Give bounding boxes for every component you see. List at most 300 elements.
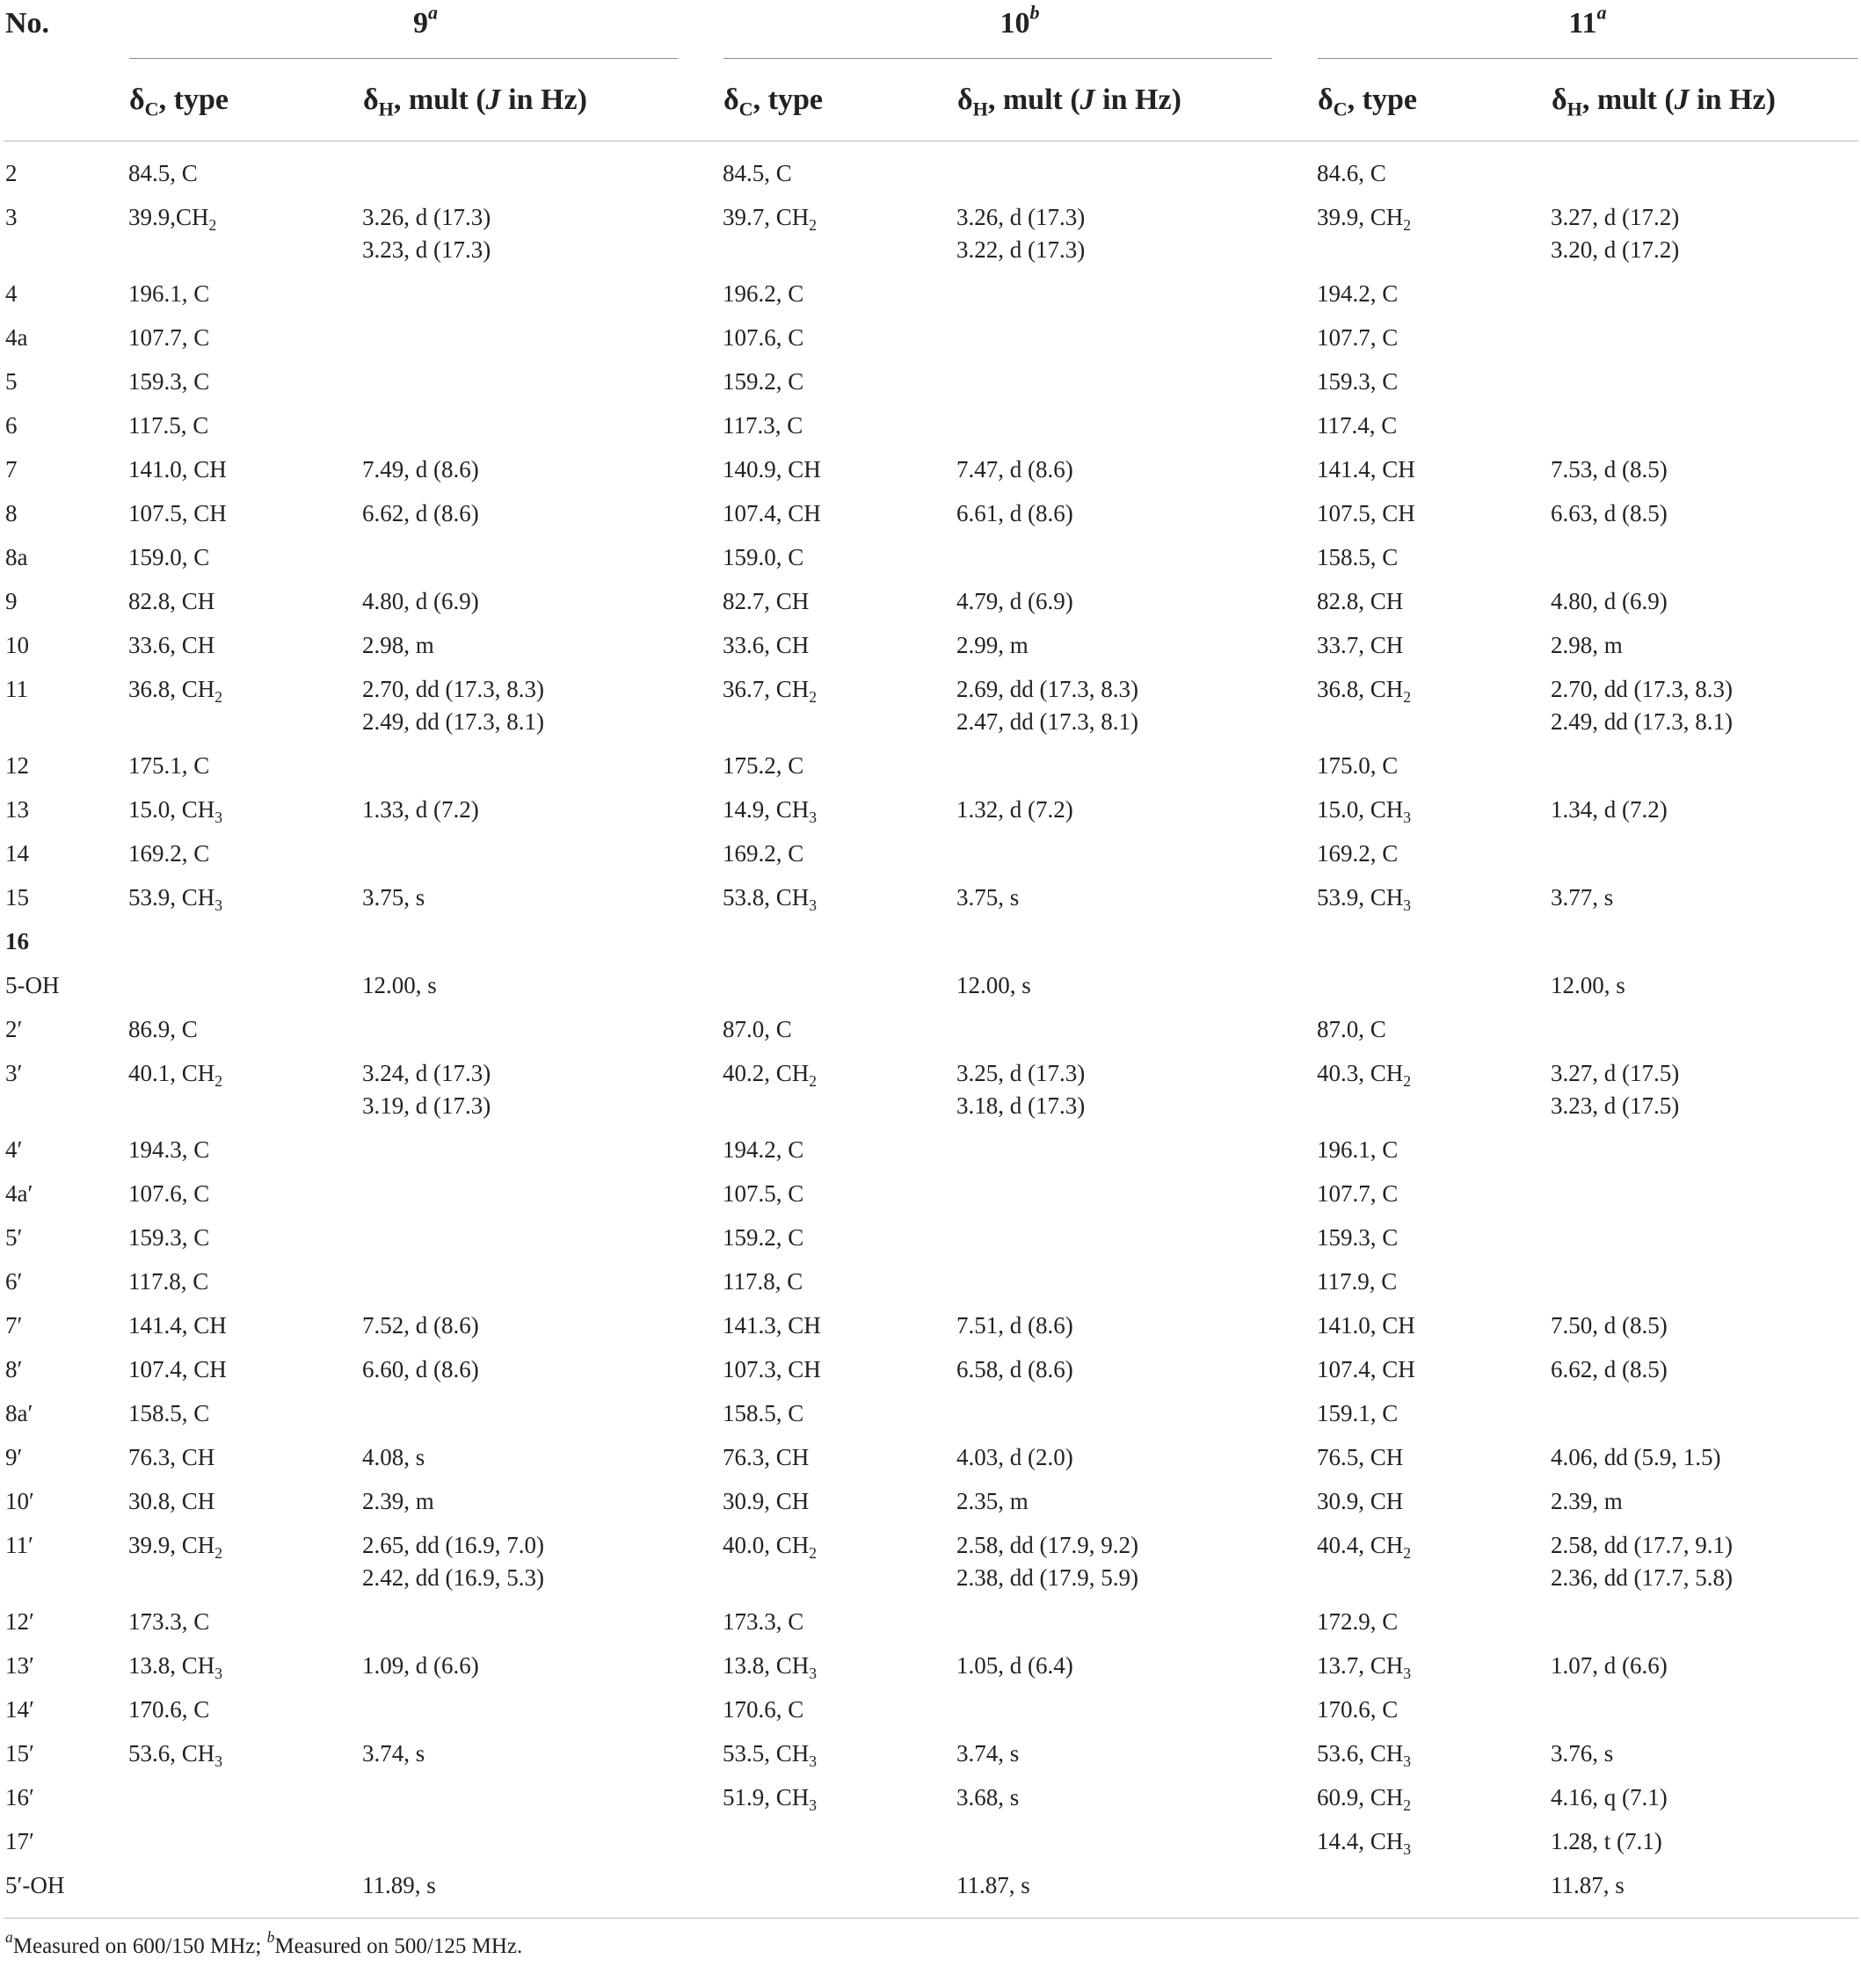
table-row — [4, 1392, 1858, 1436]
cell-carbon-shift: 107.5, CH — [1317, 500, 1415, 526]
cell-carbon-shift: 36.8, $CH_2$ — [128, 676, 223, 707]
cell-proton-shift — [956, 1008, 1317, 1052]
cell-proton-shift: 3.74, s — [956, 1740, 1020, 1767]
cell-carbon-shift: 170.6, C — [723, 1696, 804, 1723]
cell-carbon-shift: 107.3, CH — [723, 1356, 821, 1382]
cell-proton-shift: 1.34, d (7.2) — [1551, 796, 1668, 823]
cell-proton-shift: 4.79, d (6.9) — [956, 588, 1073, 614]
table-row — [4, 448, 1858, 492]
cell-carbon-shift: 53.9, $CH_3$ — [128, 884, 223, 915]
cell-carbon-shift: 53.9, $CH_3$ — [1317, 884, 1412, 915]
table-row — [4, 1436, 1858, 1480]
cell-carbon-shift — [128, 1820, 362, 1864]
cell-position-no: 7 — [5, 456, 18, 482]
cell-carbon-shift: 84.5, C — [723, 160, 792, 186]
cell-carbon-shift: 39.9, $CH_2$ — [1317, 204, 1412, 235]
cell-carbon-shift — [723, 920, 956, 964]
cell-proton-shift — [1551, 1008, 1858, 1052]
cell-proton-shift — [1551, 1216, 1858, 1260]
cell-carbon-shift: 196.1, C — [1317, 1136, 1399, 1163]
cell-carbon-shift: 173.3, C — [723, 1608, 804, 1635]
cell-carbon-shift: 117.8, C — [723, 1268, 803, 1295]
cell-carbon-shift: 107.5, C — [723, 1180, 804, 1207]
cell-carbon-shift: 194.2, C — [1317, 280, 1399, 307]
cell-position-no: 6′ — [5, 1268, 23, 1295]
cell-proton-shift — [362, 316, 723, 360]
cell-carbon-shift — [128, 964, 362, 1008]
cell-position-no: 14 — [5, 840, 29, 867]
cell-carbon-shift: 140.9, CH — [723, 456, 821, 482]
cell-proton-shift: 3.26, d (17.3) 3.22, d (17.3) — [956, 204, 1086, 263]
cell-proton-shift: 1.28, t (7.1) — [1551, 1828, 1662, 1854]
group-underline — [129, 58, 678, 59]
cell-proton-shift: 2.98, m — [362, 632, 434, 658]
cell-proton-shift — [362, 1776, 723, 1820]
cell-proton-shift — [956, 1128, 1317, 1172]
compound-label: 11$^a$ — [1568, 1, 1607, 40]
cell-carbon-shift: 82.8, CH — [128, 588, 215, 614]
cell-proton-shift — [362, 1260, 723, 1304]
header-row-subcolumns — [4, 64, 1858, 141]
cell-position-no: 5′-OH — [4, 1864, 128, 1919]
cell-position-no: 14′ — [5, 1696, 34, 1723]
cell-proton-shift: 7.53, d (8.5) — [1551, 456, 1668, 482]
cell-position-no: 3 — [5, 204, 18, 230]
cell-carbon-shift: 30.8, CH — [128, 1488, 215, 1514]
cell-carbon-shift: 76.3, CH — [128, 1444, 215, 1470]
cell-position-no: 2′ — [5, 1016, 23, 1042]
cell-position-no: 7′ — [5, 1312, 23, 1339]
cell-proton-shift: 6.63, d (8.5) — [1551, 500, 1668, 526]
cell-carbon-shift: 53.8, $CH_3$ — [723, 884, 818, 915]
cell-proton-shift: 11.87, s — [956, 1864, 1317, 1919]
table-row — [4, 580, 1858, 624]
cell-proton-shift — [956, 1392, 1317, 1436]
cell-position-no: 12′ — [5, 1608, 34, 1635]
cell-proton-shift: 6.62, d (8.6) — [362, 500, 479, 526]
cell-position-no: 8a — [5, 544, 28, 570]
cell-proton-shift: 7.50, d (8.5) — [1551, 1312, 1668, 1339]
cell-carbon-shift: 169.2, C — [723, 840, 804, 867]
table-row — [4, 1820, 1858, 1864]
cell-position-no: 3′ — [5, 1060, 23, 1086]
cell-carbon-shift: 40.0, $CH_2$ — [723, 1532, 818, 1563]
cell-proton-shift — [362, 536, 723, 580]
cell-carbon-shift: 117.9, C — [1317, 1268, 1398, 1295]
cell-carbon-shift: 159.0, C — [128, 544, 210, 570]
cell-carbon-shift: 170.6, C — [1317, 1696, 1399, 1723]
cell-position-no: 5′ — [5, 1224, 23, 1251]
cell-proton-shift: 7.52, d (8.6) — [362, 1312, 479, 1339]
cell-carbon-shift: 40.1, $CH_2$ — [128, 1060, 223, 1091]
cell-carbon-shift: 107.5, CH — [128, 500, 227, 526]
cell-proton-shift — [956, 316, 1317, 360]
table-row — [4, 1776, 1858, 1820]
cell-carbon-shift: 82.8, CH — [1317, 588, 1404, 614]
cell-proton-shift — [1551, 832, 1858, 876]
cell-carbon-shift — [1317, 964, 1551, 1008]
cell-proton-shift — [1551, 1392, 1858, 1436]
column-header-dh: $\delta_H$, mult (J in Hz) — [362, 64, 723, 141]
cell-proton-shift: 6.58, d (8.6) — [956, 1356, 1073, 1382]
cell-proton-shift — [1551, 141, 1858, 197]
cell-carbon-shift: 13.8, $CH_3$ — [128, 1652, 223, 1683]
table-row — [4, 788, 1858, 832]
cell-carbon-shift: 13.7, $CH_3$ — [1317, 1652, 1412, 1683]
cell-proton-shift — [362, 920, 723, 964]
table-row — [4, 1480, 1858, 1524]
cell-carbon-shift: 40.3, $CH_2$ — [1317, 1060, 1412, 1091]
cell-carbon-shift: 159.3, C — [128, 1224, 210, 1251]
table-row — [4, 1172, 1858, 1216]
cell-position-no: 2 — [5, 160, 18, 186]
header-row-compounds — [4, 0, 1858, 64]
cell-position-no: 8 — [5, 500, 18, 526]
cell-carbon-shift: 159.3, C — [1317, 368, 1399, 395]
cell-carbon-shift — [128, 920, 362, 964]
cell-position-no: 4 — [5, 280, 18, 307]
cell-carbon-shift: 53.5, $CH_3$ — [723, 1740, 818, 1771]
cell-carbon-shift: 117.5, C — [128, 412, 209, 439]
cell-proton-shift — [956, 360, 1317, 404]
cell-position-no: 11′ — [5, 1532, 33, 1558]
cell-proton-shift: 3.26, d (17.3) 3.23, d (17.3) — [362, 204, 491, 263]
cell-proton-shift: 2.58, dd (17.7, 9.1) 2.36, dd (17.7, 5.8) — [1551, 1532, 1733, 1591]
cell-position-no: 5 — [5, 368, 18, 395]
cell-carbon-shift: 39.7, $CH_2$ — [723, 204, 818, 235]
cell-carbon-shift: 14.4, $CH_3$ — [1317, 1828, 1412, 1859]
cell-carbon-shift — [723, 1864, 956, 1919]
cell-carbon-shift: 33.6, CH — [723, 632, 810, 658]
cell-carbon-shift: 107.7, C — [128, 324, 210, 351]
cell-carbon-shift: 107.7, C — [1317, 324, 1399, 351]
cell-proton-shift: 11.89, s — [362, 1864, 723, 1919]
cell-carbon-shift: 84.6, C — [1317, 160, 1386, 186]
cell-carbon-shift — [1317, 1864, 1551, 1919]
cell-carbon-shift: 107.6, C — [723, 324, 804, 351]
cell-proton-shift: 12.00, s — [362, 972, 437, 998]
column-group-compound-10 — [723, 0, 1317, 64]
table-row — [4, 1732, 1858, 1776]
cell-proton-shift: 3.76, s — [1551, 1740, 1614, 1767]
cell-carbon-shift: 36.8, $CH_2$ — [1317, 676, 1412, 707]
table-row — [4, 360, 1858, 404]
cell-proton-shift: 7.49, d (8.6) — [362, 456, 479, 482]
table-row — [4, 832, 1858, 876]
cell-carbon-shift: 196.2, C — [723, 280, 804, 307]
cell-carbon-shift: 194.3, C — [128, 1136, 210, 1163]
cell-carbon-shift: 84.5, C — [128, 160, 198, 186]
cell-proton-shift: 6.61, d (8.6) — [956, 500, 1073, 526]
cell-position-no: 10′ — [5, 1488, 34, 1514]
cell-proton-shift — [1551, 316, 1858, 360]
cell-proton-shift — [362, 141, 723, 197]
cell-proton-shift — [956, 272, 1317, 316]
cell-proton-shift — [362, 1128, 723, 1172]
table-row — [4, 492, 1858, 536]
table-row — [4, 744, 1858, 788]
cell-proton-shift — [956, 1820, 1317, 1864]
cell-proton-shift: 1.05, d (6.4) — [956, 1652, 1073, 1679]
cell-carbon-shift: 173.3, C — [128, 1608, 210, 1635]
cell-carbon-shift: 13.8, $CH_3$ — [723, 1652, 818, 1683]
cell-carbon-shift: 107.6, C — [128, 1180, 210, 1207]
table-row — [4, 1600, 1858, 1644]
cell-carbon-shift: 169.2, C — [128, 840, 210, 867]
cell-carbon-shift: $39.9,CH_2$ — [128, 204, 217, 235]
cell-proton-shift — [956, 536, 1317, 580]
table-row — [4, 668, 1858, 744]
cell-carbon-shift: 60.9, $CH_2$ — [1317, 1784, 1412, 1815]
table-row — [4, 624, 1858, 668]
cell-carbon-shift: 15.0, $CH_3$ — [1317, 796, 1412, 827]
cell-proton-shift: 2.58, dd (17.9, 9.2) 2.38, dd (17.9, 5.9) — [956, 1532, 1138, 1591]
cell-carbon-shift: 53.6, $CH_3$ — [128, 1740, 223, 1771]
cell-position-no: 16′ — [5, 1784, 34, 1810]
cell-proton-shift — [1551, 536, 1858, 580]
cell-proton-shift: 2.65, dd (16.9, 7.0) 2.42, dd (16.9, 5.3) — [362, 1532, 544, 1591]
cell-carbon-shift: 159.3, C — [128, 368, 210, 395]
cell-proton-shift — [362, 1008, 723, 1052]
cell-proton-shift — [956, 832, 1317, 876]
group-underline — [723, 58, 1272, 59]
compound-label: 9$^a$ — [412, 1, 439, 40]
table-row — [4, 272, 1858, 316]
cell-proton-shift: 3.25, d (17.3) 3.18, d (17.3) — [956, 1060, 1086, 1119]
table-row — [4, 404, 1858, 448]
cell-proton-shift — [362, 360, 723, 404]
cell-position-no: 4a — [5, 324, 28, 351]
cell-position-no: 4′ — [5, 1136, 23, 1163]
cell-carbon-shift: 141.3, CH — [723, 1312, 821, 1339]
cell-carbon-shift: 159.2, C — [723, 1224, 804, 1251]
cell-proton-shift: 2.70, dd (17.3, 8.3) 2.49, dd (17.3, 8.1) — [1551, 676, 1733, 735]
cell-position-no: 11 — [5, 676, 28, 702]
cell-carbon-shift — [128, 1864, 362, 1919]
cell-carbon-shift: 40.2, $CH_2$ — [723, 1060, 818, 1091]
cell-proton-shift: 2.39, m — [362, 1488, 434, 1514]
cell-proton-shift — [362, 1392, 723, 1436]
table-row — [4, 920, 1858, 964]
cell-proton-shift — [362, 1820, 723, 1864]
cell-proton-shift: 3.68, s — [956, 1784, 1020, 1810]
cell-proton-shift: 1.09, d (6.6) — [362, 1652, 479, 1679]
cell-carbon-shift: 159.0, C — [723, 544, 804, 570]
cell-carbon-shift — [1317, 920, 1551, 964]
table-row — [4, 1304, 1858, 1348]
cell-proton-shift — [1551, 1600, 1858, 1644]
cell-carbon-shift: 86.9, C — [128, 1016, 198, 1042]
cell-carbon-shift: 196.1, C — [128, 280, 210, 307]
cell-carbon-shift: 76.3, CH — [723, 1444, 810, 1470]
cell-position-no: 13′ — [5, 1652, 34, 1679]
cell-position-no: 4a′ — [5, 1180, 33, 1207]
cell-proton-shift: 3.77, s — [1551, 884, 1614, 911]
cell-proton-shift — [956, 404, 1317, 448]
table-body — [4, 141, 1858, 1919]
cell-proton-shift: 3.75, s — [362, 884, 425, 911]
cell-position-no: 16 — [5, 928, 29, 954]
column-header-dh: $\delta_H$, mult (J in Hz) — [956, 64, 1317, 141]
cell-proton-shift — [1551, 1688, 1858, 1732]
cell-proton-shift — [956, 141, 1317, 197]
cell-proton-shift — [956, 1260, 1317, 1304]
cell-carbon-shift: 76.5, CH — [1317, 1444, 1404, 1470]
cell-carbon-shift: 158.5, C — [723, 1400, 804, 1426]
cell-proton-shift — [956, 1600, 1317, 1644]
cell-carbon-shift: 117.3, C — [723, 412, 803, 439]
table-row — [4, 1688, 1858, 1732]
cell-proton-shift: 1.07, d (6.6) — [1551, 1652, 1668, 1679]
table-row — [4, 1260, 1858, 1304]
cell-carbon-shift: 33.7, CH — [1317, 632, 1404, 658]
table-row — [4, 1644, 1858, 1688]
cell-position-no: 13 — [5, 796, 29, 823]
cell-proton-shift — [362, 1600, 723, 1644]
cell-proton-shift: 4.80, d (6.9) — [1551, 588, 1668, 614]
cell-carbon-shift: 107.4, CH — [723, 500, 821, 526]
cell-carbon-shift: 40.4, $CH_2$ — [1317, 1532, 1412, 1563]
cell-carbon-shift: 82.7, CH — [723, 588, 810, 614]
column-header-dc: $\delta_C$, type — [128, 64, 362, 141]
cell-position-no: 8a′ — [5, 1400, 33, 1426]
cell-position-no: 15′ — [5, 1740, 34, 1767]
cell-position-no: 8′ — [5, 1356, 23, 1382]
cell-carbon-shift: 172.9, C — [1317, 1608, 1399, 1635]
cell-proton-shift: 2.98, m — [1551, 632, 1623, 658]
cell-carbon-shift — [723, 1820, 956, 1864]
cell-position-no: 6 — [5, 412, 18, 439]
cell-carbon-shift — [128, 1776, 362, 1820]
cell-proton-shift: 3.75, s — [956, 884, 1020, 911]
cell-proton-shift — [956, 920, 1317, 964]
cell-carbon-shift: 159.1, C — [1317, 1400, 1399, 1426]
cell-position-no: 15 — [5, 884, 29, 911]
cell-proton-shift — [1551, 920, 1858, 964]
cell-carbon-shift: 53.6, $CH_3$ — [1317, 1740, 1412, 1771]
cell-proton-shift — [1551, 1172, 1858, 1216]
cell-proton-shift: 7.51, d (8.6) — [956, 1312, 1073, 1339]
compound-label: 10$^b$ — [1000, 1, 1040, 40]
cell-proton-shift — [1551, 1260, 1858, 1304]
cell-proton-shift: 4.08, s — [362, 1444, 425, 1470]
cell-carbon-shift: 36.7, $CH_2$ — [723, 676, 818, 707]
table-row — [4, 964, 1858, 1008]
cell-proton-shift — [1551, 360, 1858, 404]
cell-carbon-shift: 159.2, C — [723, 368, 804, 395]
cell-proton-shift: 2.70, dd (17.3, 8.3) 2.49, dd (17.3, 8.1) — [362, 676, 544, 735]
column-header-blank — [4, 64, 128, 141]
cell-proton-shift: 2.99, m — [956, 632, 1029, 658]
table-footnote: $^a$Measured on 600/150 MHz; $^b$Measured on 500/125 MHz. — [5, 1927, 523, 1958]
table-row — [4, 316, 1858, 360]
cell-carbon-shift: 33.6, CH — [128, 632, 215, 658]
cell-proton-shift — [956, 744, 1317, 788]
cell-carbon-shift: 175.1, C — [128, 752, 210, 779]
table-row — [4, 141, 1858, 197]
cell-proton-shift — [1551, 1128, 1858, 1172]
table-row — [4, 536, 1858, 580]
cell-carbon-shift: 159.3, C — [1317, 1224, 1399, 1251]
table-row — [4, 1524, 1858, 1600]
cell-proton-shift: 1.33, d (7.2) — [362, 796, 479, 823]
cell-proton-shift: 12.00, s — [956, 972, 1031, 998]
cell-carbon-shift: 194.2, C — [723, 1136, 804, 1163]
cell-carbon-shift: 39.9, $CH_2$ — [128, 1532, 223, 1563]
column-group-compound-11 — [1317, 0, 1858, 64]
cell-proton-shift: 3.27, d (17.2) 3.20, d (17.2) — [1551, 204, 1680, 263]
column-header-dh: $\delta_H$, mult (J in Hz) — [1551, 64, 1858, 141]
column-header-dc: $\delta_C$, type — [723, 64, 956, 141]
cell-proton-shift — [1551, 404, 1858, 448]
table-row — [4, 1864, 1858, 1919]
cell-proton-shift: 3.24, d (17.3) 3.19, d (17.3) — [362, 1060, 491, 1119]
cell-carbon-shift: 87.0, C — [723, 1016, 792, 1042]
cell-carbon-shift: 107.4, CH — [1317, 1356, 1415, 1382]
cell-carbon-shift: 141.4, CH — [1317, 456, 1415, 482]
cell-position-no: 5-OH — [5, 972, 60, 998]
cell-position-no: 17′ — [5, 1828, 34, 1854]
cell-proton-shift: 1.32, d (7.2) — [956, 796, 1073, 823]
cell-carbon-shift: 175.2, C — [723, 752, 804, 779]
cell-proton-shift: 12.00, s — [1551, 972, 1625, 998]
cell-proton-shift — [362, 404, 723, 448]
cell-carbon-shift: 30.9, CH — [1317, 1488, 1404, 1514]
cell-position-no: 9′ — [5, 1444, 23, 1470]
cell-carbon-shift — [723, 964, 956, 1008]
cell-proton-shift: 6.60, d (8.6) — [362, 1356, 479, 1382]
cell-carbon-shift: 117.4, C — [1317, 412, 1398, 439]
cell-carbon-shift: 14.9, $CH_3$ — [723, 796, 818, 827]
table-row — [4, 1008, 1858, 1052]
cell-proton-shift — [362, 272, 723, 316]
cell-position-no: 12 — [5, 752, 29, 779]
cell-carbon-shift: 175.0, C — [1317, 752, 1399, 779]
table-row — [4, 1128, 1858, 1172]
cell-proton-shift — [362, 1172, 723, 1216]
cell-carbon-shift: 141.0, CH — [1317, 1312, 1415, 1339]
table-row — [4, 1216, 1858, 1260]
cell-carbon-shift: 158.5, C — [1317, 544, 1399, 570]
cell-proton-shift — [362, 1688, 723, 1732]
table-row — [4, 1052, 1858, 1128]
cell-proton-shift: 3.27, d (17.5) 3.23, d (17.5) — [1551, 1060, 1680, 1119]
cell-carbon-shift: 51.9, $CH_3$ — [723, 1784, 818, 1815]
cell-carbon-shift: 15.0, $CH_3$ — [128, 796, 223, 827]
cell-proton-shift — [362, 832, 723, 876]
cell-proton-shift — [362, 744, 723, 788]
table-row — [4, 1348, 1858, 1392]
cell-carbon-shift: 117.8, C — [128, 1268, 209, 1295]
cell-proton-shift: 4.16, q (7.1) — [1551, 1784, 1668, 1810]
cell-proton-shift: 2.39, m — [1551, 1488, 1623, 1514]
cell-position-no: 9 — [5, 588, 18, 614]
group-underline — [1318, 58, 1857, 59]
cell-carbon-shift: 169.2, C — [1317, 840, 1399, 867]
cell-carbon-shift: 170.6, C — [128, 1696, 210, 1723]
cell-proton-shift — [956, 1172, 1317, 1216]
cell-proton-shift: 2.69, dd (17.3, 8.3) 2.47, dd (17.3, 8.1) — [956, 676, 1138, 735]
cell-carbon-shift: 141.0, CH — [128, 456, 227, 482]
column-header-no: No. — [5, 7, 50, 40]
cell-proton-shift: 3.74, s — [362, 1740, 425, 1767]
nmr-data-table — [4, 0, 1858, 1919]
cell-proton-shift: 6.62, d (8.5) — [1551, 1356, 1668, 1382]
cell-carbon-shift: 107.7, C — [1317, 1180, 1399, 1207]
column-header-dc: $\delta_C$, type — [1317, 64, 1551, 141]
cell-proton-shift: 11.87, s — [1551, 1864, 1858, 1919]
cell-proton-shift — [956, 1216, 1317, 1260]
